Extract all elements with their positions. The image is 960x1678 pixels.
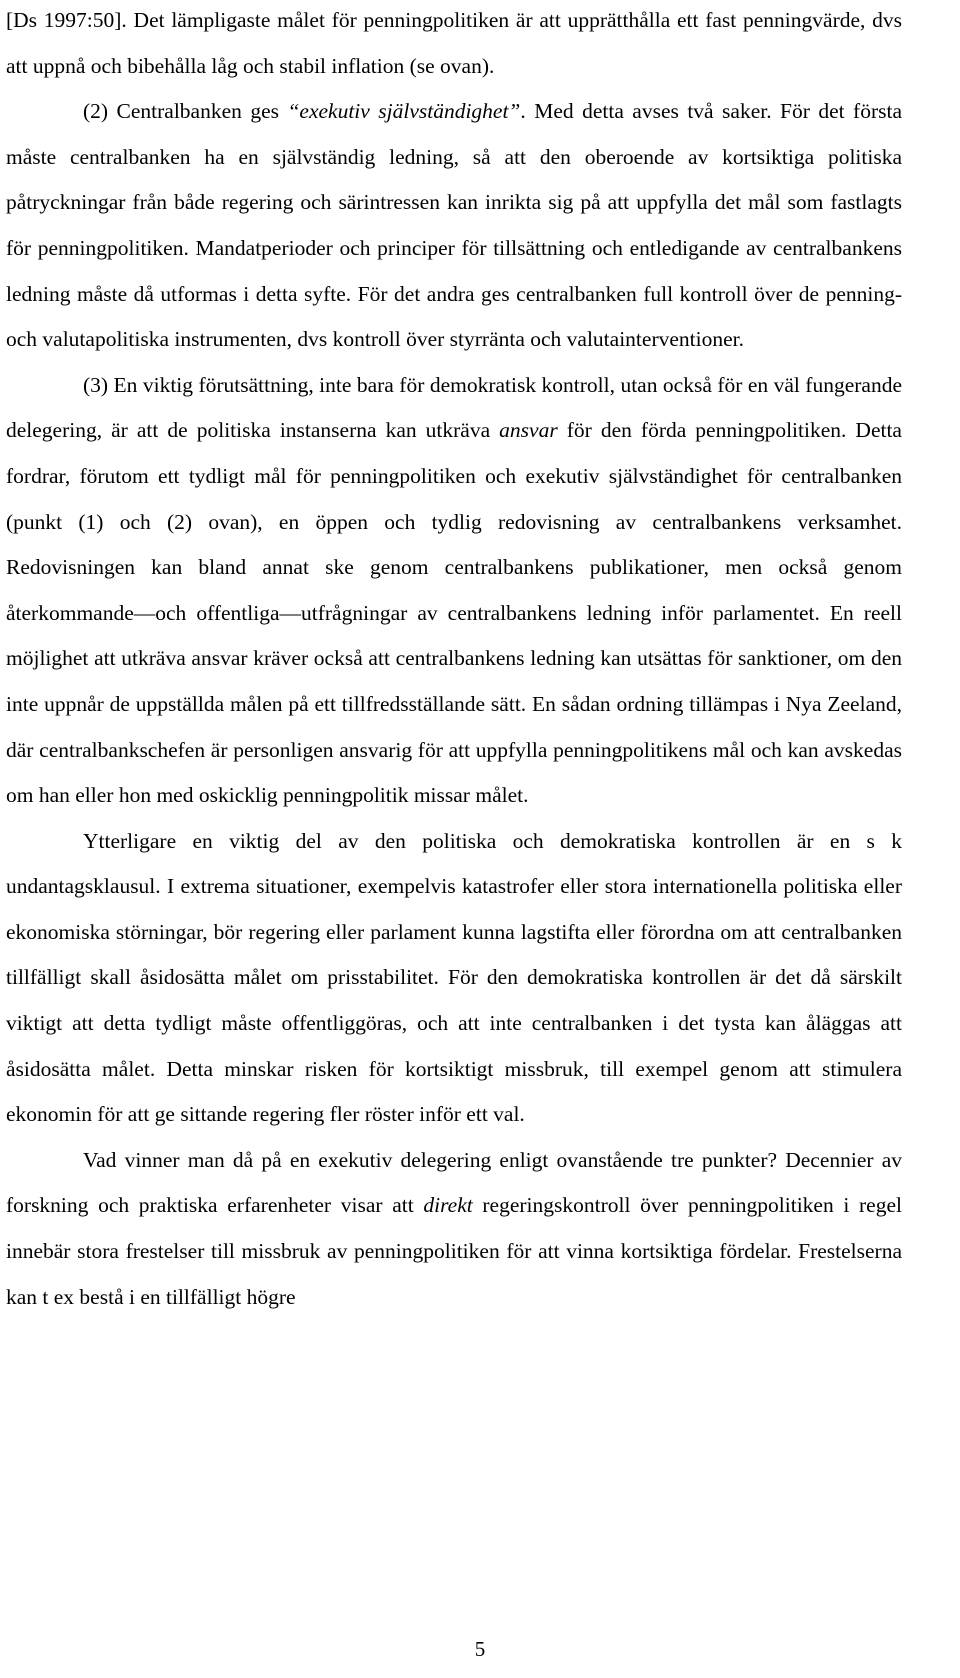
paragraph-2-text-start: (2) Centralbanken ges (83, 99, 288, 124)
paragraph-2 (6, 89, 902, 363)
emphasis-direkt: direkt (423, 1193, 473, 1218)
paragraph-5 (6, 1138, 902, 1320)
paragraph-4: Ytterligare en viktig del av den politiska och demokratiska kontrollen är en s k undantagsklausul. I extrema situationer, exempelvis katastrofer eller stora internationella politiska eller ekonomiska störningar, bör regering eller parlament kunna lagstifta eller förordna om att centralbanken tillfälligt skall åsidosätta målet om prisstabilitet. För den demokratiska kontrollen är det då särskilt viktigt att detta tydligt måste offentliggöras, och att inte centralbanken i det tysta kan åläggas att åsidosätta målet. Detta minskar risken för kortsiktigt missbruk, till exempel genom att stimulera ekonomin för att ge sittande regering fler röster inför ett val. (6, 828, 902, 1127)
paragraph-3-text-start: (3) En viktig förutsättning, inte bara för demokratisk kontroll, utan också för en väl fungerande delegering, är att de politiska instanserna kan utkräva (6, 372, 902, 443)
emphasis-exekutiv-sjalvstandighet: “exekutiv självständighet” (287, 99, 521, 124)
paragraph-5-text-end: regeringskontroll över penningpolitiken i regel innebär stora frestelser till missbruk av penningpolitiken för att vinna kortsiktiga fördelar. Frestelserna kan t ex bestå i en tillfälligt högre (6, 1193, 902, 1309)
paragraph-3-text-end: för den förda penningpolitiken. Detta fordrar, förutom ett tydligt mål för penningpolitiken och exekutiv självständighet för centralbanken (punkt (1) och (2) ovan), en öppen och tydlig redovisning av centralbankens verksamhet. Redovisningen kan bland annat ske genom centralbankens publikationer, men också genom återkommande—och offentliga—utfrågningar av centralbankens ledning inför parlamentet. En reell möjlighet att utkräva ansvar kräver också att centralbankens ledning kan utsättas för sanktioner, om den inte uppnår de uppställda målen på ett tillfredsställande sätt. En sådan ordning tillämpas i Nya Zeeland, där centralbankschefen är personligen ansvarig för att uppfylla penningpolitikens mål och kan avskedas om han eller hon med oskicklig penningpolitik missar målet. (6, 418, 902, 808)
paragraph-5-text-start: Vad vinner man då på en exekutiv delegering enligt ovanstående tre punkter? Decennier av forskning och praktiska erfarenheter visar att (6, 1147, 902, 1218)
page-number: 5 (474, 1637, 486, 1661)
emphasis-ansvar: ansvar (499, 418, 558, 443)
paragraph-3 (6, 363, 902, 819)
paragraph-2-text-end: . Med detta avses två saker. För det första måste centralbanken ha en självständig ledning, så att den oberoende av kortsiktiga politiska påtryckningar från både regering och särintressen kan inrikta sig på att uppfylla det mål som fastlagts för penningpolitiken. Mandatperioder och principer för tillsättning och entledigande av centralbankens ledning måste då utformas i detta syfte. För det andra ges centralbanken full kontroll över de penning- och valutapolitiska instrumenten, dvs kontroll över styrränta och valutainterventioner. (6, 99, 902, 352)
document-page (6, 0, 902, 1320)
paragraph-1: [Ds 1997:50]. Det lämpligaste målet för penningpolitiken är att upprätthålla ett fast penningvärde, dvs att uppnå och bibehålla låg och stabil inflation (se ovan). (6, 8, 902, 78)
